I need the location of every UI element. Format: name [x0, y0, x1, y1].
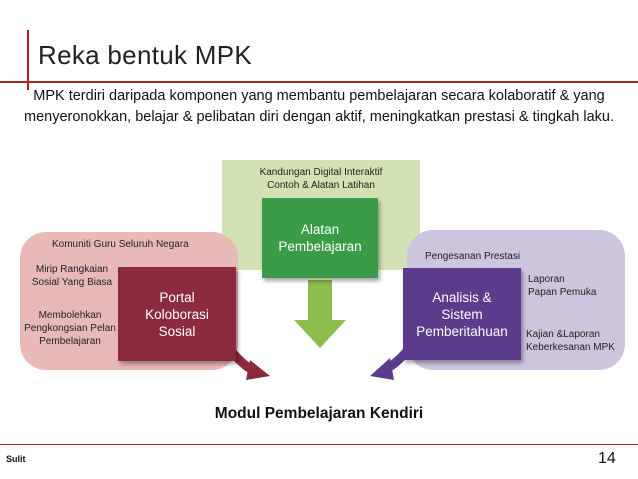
right-arrow-head [370, 358, 394, 380]
intro-text: MPK terdiri daripada komponen yang membantu pembelajaran secara kolaboratif & yang menyeronokkan, belajar & pelibatan diri dengan aktif, meningkatkan prestasi & tingkah laku. [23, 88, 615, 125]
box-portal-koloborasi-sosial [118, 267, 236, 361]
mid-heading-line1: Kandungan Digital Interaktif [259, 167, 383, 178]
box-alatan-line2: Pembelajaran [278, 239, 362, 254]
left-item-1-line2: Sosial Yang Biasa [31, 277, 113, 288]
slide-title: Reka bentuk MPK [38, 40, 253, 70]
left-item-1-line1: Mirip Rangkaian [35, 264, 109, 275]
box-analisis-sistem-pemberitahuan [403, 268, 521, 360]
left-item-2-line1: Membolehkan [38, 310, 102, 321]
box-analisis-line1: Analisis & [432, 289, 492, 305]
left-item-2-line2: Pengkongsian Pelan [24, 323, 116, 334]
target-modul-label: Modul Pembelajaran Kendiri [214, 405, 424, 422]
box-portal-line2: Koloborasi [145, 306, 209, 322]
box-portal-line3: Sosial [158, 323, 196, 339]
mid-heading-line2: Contoh & Alatan Latihan [267, 180, 375, 191]
box-analisis-line3: Pemberitahuan [416, 323, 508, 339]
left-item-2-line3: Pembelajaran [39, 336, 101, 347]
box-alatan-line1: Alatan [300, 222, 340, 237]
right-item-2-line1: Kajian &Laporan [526, 329, 600, 340]
footer-classification: Sulit [6, 454, 26, 464]
left-heading: Komuniti Guru Seluruh Negara [52, 239, 189, 250]
right-heading: Pengesanan Prestasi [425, 251, 521, 262]
right-item-2-line2: Keberkesanan MPK [526, 342, 615, 353]
mid-arrow [294, 280, 346, 348]
box-analisis-line2: Sistem [441, 306, 483, 322]
page-number: 14 [598, 450, 616, 467]
footer-divider [0, 444, 638, 445]
box-portal-line1: Portal [159, 289, 195, 305]
box-alatan-pembelajaran [262, 198, 378, 278]
right-item-1-line1: Laporan [528, 274, 565, 285]
right-item-1-line2: Papan Pemuka [528, 287, 597, 298]
left-arrow-head [246, 360, 270, 380]
